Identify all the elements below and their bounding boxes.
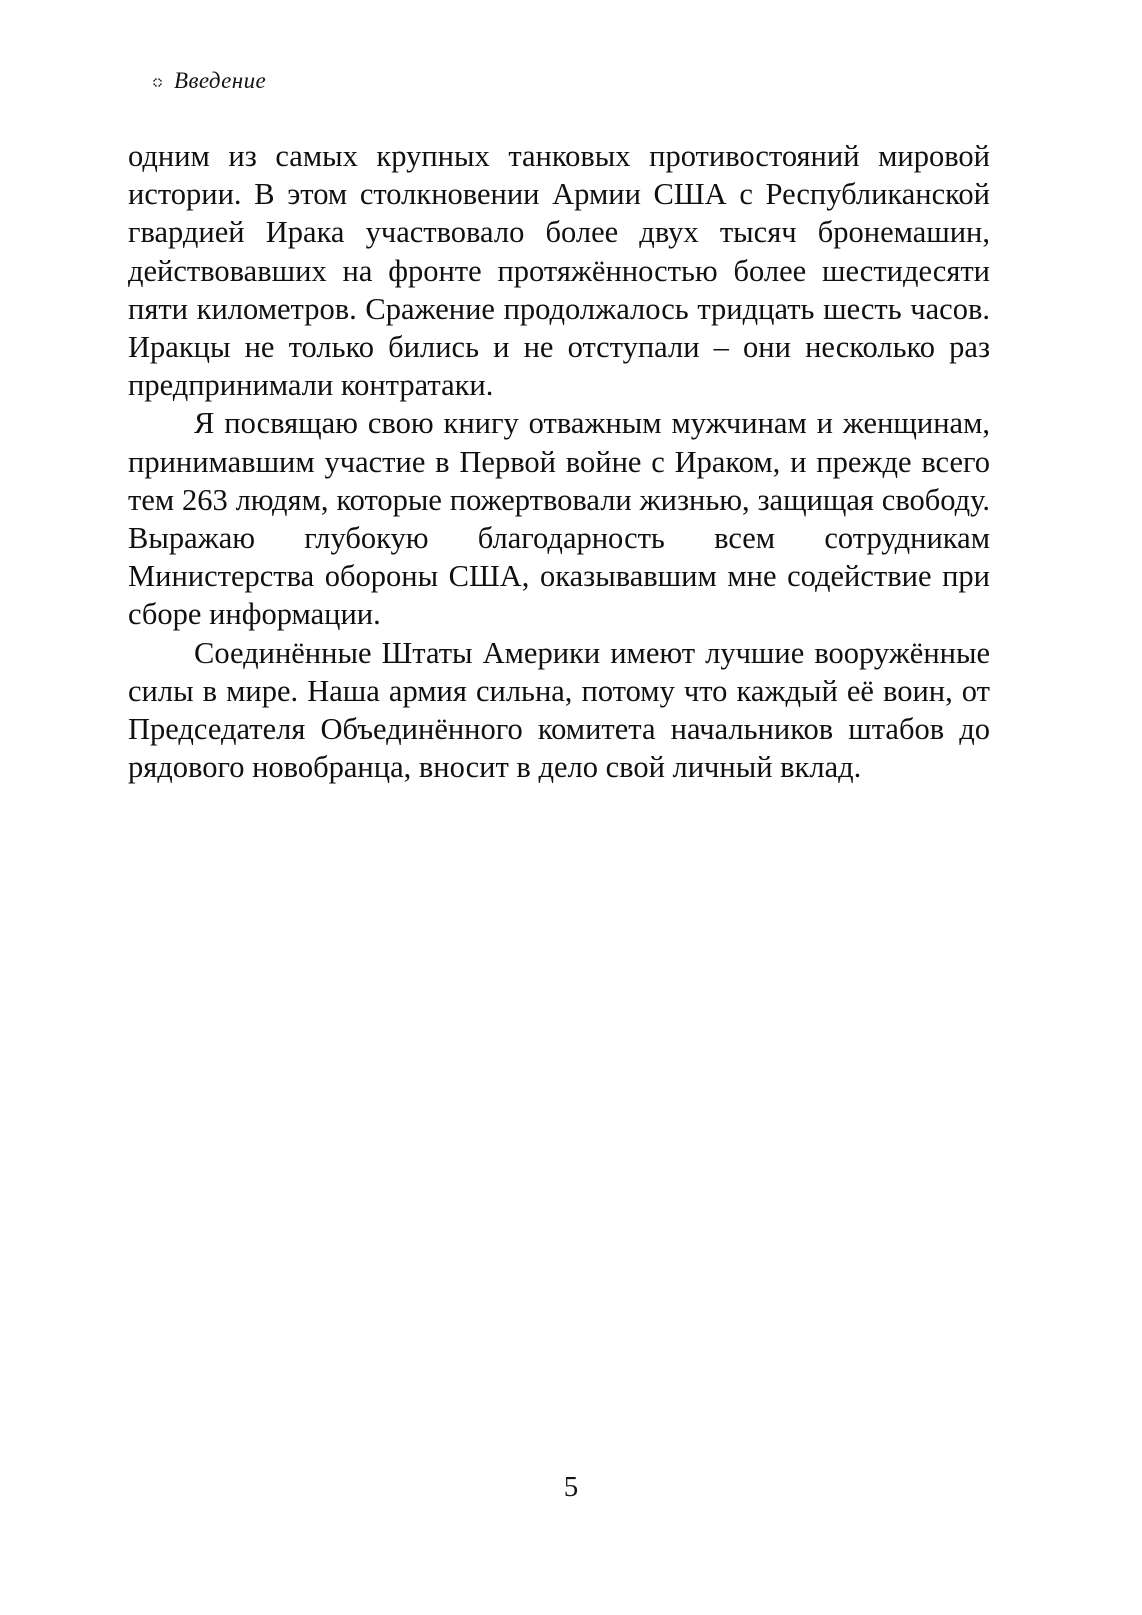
paragraph-3: Соединённые Штаты Америки имеют лучшие вооружённые силы в мире. Наша армия сильна, потому что каждый её воин, от Председателя Объединённого комитета начальников штабов до рядового новобранца, вносит в дело свой личный вклад. [128,635,990,785]
paragraph-2: Я посвящаю свою книгу отважным мужчинам и женщинам, принимавшим участие в Первой войне с Ираком, и прежде всего тем 263 людям, которые пожертвовали жизнью, защищая свободу. Выражаю глубокую благодарность всем сотрудникам Министерства обороны США, оказывавшим мне содействие при сборе информации. [128,406,990,632]
paragraph-1: одним из самых крупных танковых противостояний мировой истории. В этом столкновении Армии США с Республиканской гвардией Ирака участвовало более двух тысяч бронемашин, действовавших на фронте протяжённостью более шестидесяти пяти километров. Сражение продолжалось тридцать шесть часов. Иракцы не только бились и не отступали – они несколько раз предпринимали контратаки. [128,139,990,403]
flower-ornament-icon [150,75,165,90]
page-number: 5 [563,1471,579,1503]
running-header [150,64,266,98]
running-header-title: Введение [174,68,267,93]
body-text-block [128,137,990,786]
